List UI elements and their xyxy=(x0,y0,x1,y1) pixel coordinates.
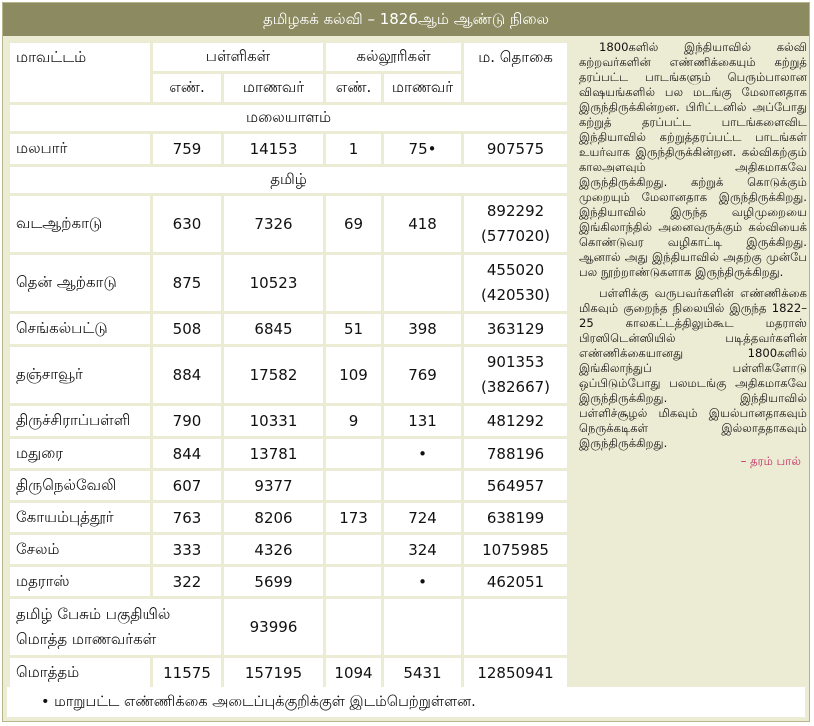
school-count: 630 xyxy=(153,196,221,252)
district-name: திருச்சிராப்பள்ளி xyxy=(10,406,150,436)
population: 907575 xyxy=(464,134,567,164)
population: 901353 xyxy=(486,353,545,371)
table-row xyxy=(10,255,567,311)
school-students: 10523 xyxy=(224,255,323,311)
school-count: 11575 xyxy=(153,658,221,688)
college-count-header: எண். xyxy=(326,74,381,102)
school-count: 763 xyxy=(153,503,221,532)
table-row xyxy=(10,439,567,468)
district-header: மாவட்டம் xyxy=(10,43,150,102)
school-students: 157195 xyxy=(224,658,323,688)
section-row xyxy=(10,105,567,131)
district-name: மதுரை xyxy=(10,439,150,468)
population-cell xyxy=(464,347,567,403)
schools-header: பள்ளிகள் xyxy=(153,43,323,71)
population-alt: (577020) xyxy=(481,227,551,245)
district-name: வடஆற்காடு xyxy=(10,196,150,252)
college-count: 173 xyxy=(326,503,381,532)
table-row xyxy=(10,503,567,532)
school-count: 759 xyxy=(153,134,221,164)
population: 1075985 xyxy=(464,535,567,564)
total-row xyxy=(10,658,567,688)
empty-cell xyxy=(384,599,461,655)
school-count: 844 xyxy=(153,439,221,468)
school-count: 322 xyxy=(153,567,221,596)
district-name: தஞ்சாவூர் xyxy=(10,347,150,403)
college-count: 51 xyxy=(326,314,381,344)
school-count: 607 xyxy=(153,471,221,500)
college-students: • xyxy=(384,567,461,596)
school-count: 790 xyxy=(153,406,221,436)
population-cell xyxy=(464,255,567,311)
population: 481292 xyxy=(464,406,567,436)
college-count: 109 xyxy=(326,347,381,403)
school-students-header: மாணவர் xyxy=(224,74,323,102)
school-count: 508 xyxy=(153,314,221,344)
header-row xyxy=(10,43,567,71)
info-box xyxy=(2,2,810,722)
college-students: • xyxy=(384,439,461,468)
population: 638199 xyxy=(464,503,567,532)
school-students: 4326 xyxy=(224,535,323,564)
tamil-total-label-line1: தமிழ் பேசும் பகுதியில் xyxy=(16,605,171,623)
school-count: 875 xyxy=(153,255,221,311)
table-row xyxy=(10,535,567,564)
district-name: செங்கல்பட்டு xyxy=(10,314,150,344)
empty-cell xyxy=(464,599,567,655)
tamil-total-label-line2: மொத்த மாணவர்கள் xyxy=(16,630,157,648)
college-students: 75• xyxy=(384,134,461,164)
district-name: மதராஸ் xyxy=(10,567,150,596)
college-count: 9 xyxy=(326,406,381,436)
table-row xyxy=(10,314,567,344)
footnote: • மாறுபட்ட எண்ணிக்கை அடைப்புக்குறிக்குள் இடம்பெற்றுள்ளன. xyxy=(7,687,805,717)
district-name: கோயம்புத்தூர் xyxy=(10,503,150,532)
college-count: 1 xyxy=(326,134,381,164)
table-row xyxy=(10,599,567,655)
school-count: 884 xyxy=(153,347,221,403)
college-students: 724 xyxy=(384,503,461,532)
college-students: 769 xyxy=(384,347,461,403)
district-name: தென் ஆற்காடு xyxy=(10,255,150,311)
population: 455020 xyxy=(486,261,545,279)
table-row xyxy=(10,406,567,436)
college-students: 131 xyxy=(384,406,461,436)
college-students xyxy=(384,255,461,311)
college-students: 418 xyxy=(384,196,461,252)
table-title: தமிழகக் கல்வி – 1826ஆம் ஆண்டு நிலை xyxy=(3,3,809,36)
college-count xyxy=(326,567,381,596)
population: 564957 xyxy=(464,471,567,500)
school-count: 333 xyxy=(153,535,221,564)
college-students xyxy=(384,471,461,500)
population: 788196 xyxy=(464,439,567,468)
college-count: 1094 xyxy=(326,658,381,688)
district-name: மலபார் xyxy=(10,134,150,164)
college-count xyxy=(326,439,381,468)
section-tamil: தமிழ் xyxy=(10,167,567,193)
school-students: 17582 xyxy=(224,347,323,403)
district-name: திருநெல்வேலி xyxy=(10,471,150,500)
sidebar-paragraph: 1800களில் இந்தியாவில் கல்வி கற்றவர்களின் எண்ணிக்கையும் கற்றுத் தரப்பட்ட பாடங்களும் பெரும்பாலான விஷயங்களில் பல மடங்கு மேலானதாக இருந்திருக்கின்றன. பிரிட்டனில் அப்போது கற்றுத் தரப்பட்ட பாடங்களைவிட இந்தியாவில் கற்றுத்தரப்பட்ட பாடங்கள் உயர்வாக இருந்திருக்கின்றன. கல்விகற்கும் காலஅளவும் அதிகமாகவே இருந்திருக்கிறது. கற்றுக் கொடுக்கும் முறையும் மேலானதாக இருந்திருக்கிறது. இந்தியாவில் இருந்த வழிமுறையை இங்கிலாந்தில் அனைவருக்கும் கல்வியைக் கொண்டுவர வழிகாட்டி இருக்கிறது. ஆனால் அது இந்தியாவில் அதற்கு முன்பே பல நூற்றாண்டுகளாக இருந்திருக்கிறது. xyxy=(579,40,807,279)
school-students: 7326 xyxy=(224,196,323,252)
empty-cell xyxy=(326,599,381,655)
population-alt: (382667) xyxy=(481,378,551,396)
college-count xyxy=(326,471,381,500)
table-row xyxy=(10,347,567,403)
district-name: சேலம் xyxy=(10,535,150,564)
sidebar-paragraph: பள்ளிக்கு வருபவர்களின் எண்ணிக்கை மிகவும் குறைந்த நிலையில் இருந்த 1822–25 காலகட்டத்திலும்கூட மதராஸ் பிரஸிடென்ஸியில் படித்தவர்களின் எண்ணிக்கையானது 1800களில் இங்கிலாந்துப் பள்ளிகளோடு ஒப்பிடும்போது பலமடங்கு அதிகமாகவே இருந்திருக்கிறது. இந்தியாவில் பள்ளிச்சூழல் மிகவும் இயல்பானதாகவும் நெருக்கடிகள் இல்லாததாகவும் இருந்திருக்கிறது. xyxy=(579,286,807,450)
college-count xyxy=(326,535,381,564)
school-count-header: எண். xyxy=(153,74,221,102)
college-students: 5431 xyxy=(384,658,461,688)
table-row xyxy=(10,471,567,500)
tamil-total-label xyxy=(10,599,221,655)
population: 462051 xyxy=(464,567,567,596)
school-students: 9377 xyxy=(224,471,323,500)
school-students: 5699 xyxy=(224,567,323,596)
sidebar-author: – தரம் பால் xyxy=(740,454,801,468)
school-students: 6845 xyxy=(224,314,323,344)
school-students: 93996 xyxy=(224,599,323,655)
total-label: மொத்தம் xyxy=(10,658,150,688)
college-students: 398 xyxy=(384,314,461,344)
table-row xyxy=(10,567,567,596)
population: 892292 xyxy=(486,202,545,220)
section-malayalam: மலையாளம் xyxy=(10,105,567,131)
college-students-header: மாணவர் xyxy=(384,74,461,102)
population-alt: (420530) xyxy=(481,286,551,304)
school-students: 14153 xyxy=(224,134,323,164)
college-count xyxy=(326,255,381,311)
population: 363129 xyxy=(464,314,567,344)
population-cell xyxy=(464,196,567,252)
education-table xyxy=(7,40,570,691)
school-students: 8206 xyxy=(224,503,323,532)
college-students: 324 xyxy=(384,535,461,564)
table-row xyxy=(10,134,567,164)
table-row xyxy=(10,196,567,252)
school-students: 13781 xyxy=(224,439,323,468)
school-students: 10331 xyxy=(224,406,323,436)
college-count: 69 xyxy=(326,196,381,252)
colleges-header: கல்லூரிகள் xyxy=(326,43,461,71)
section-row xyxy=(10,167,567,193)
population-header: ம. தொகை xyxy=(464,43,567,102)
sidebar-note xyxy=(579,40,807,469)
population: 12850941 xyxy=(464,658,567,688)
